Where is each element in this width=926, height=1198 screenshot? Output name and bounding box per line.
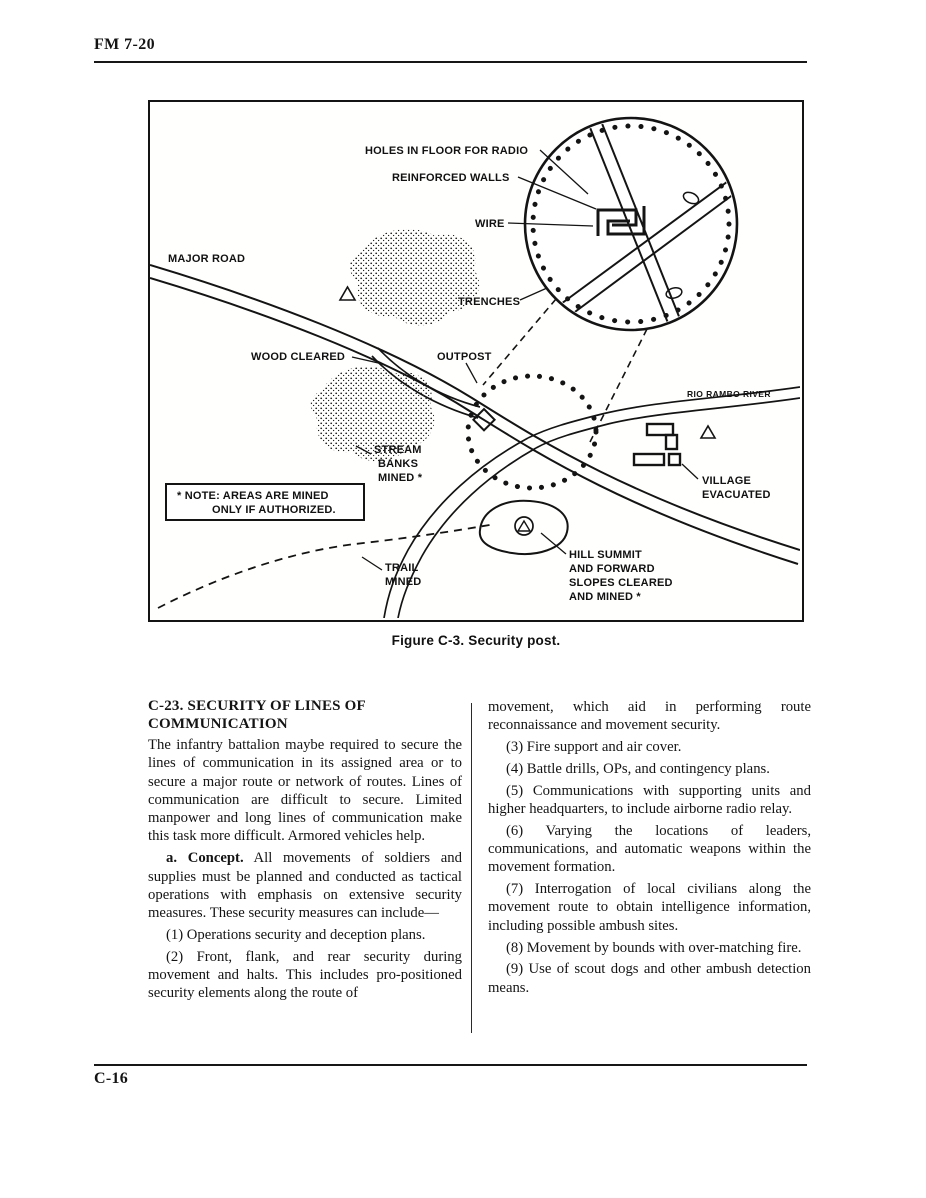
outpost-detail-circle: [525, 116, 742, 330]
label-trail-1: TRAIL: [385, 562, 419, 574]
label-holes-in-floor: HOLES IN FLOOR FOR RADIO: [365, 145, 529, 157]
intro-paragraph: The infantry battalion maybe required to secure the lines of communication in its assigned area or to secure a major route or network of routes. Lines of communication are difficult to secure. Limited manpower and long lines of communication make this task more difficult. Armored vehicles help.: [148, 737, 462, 845]
label-hill-4: AND MINED *: [569, 591, 641, 603]
concept-rest: All movements of soldiers and supplies must be planned and conducted as tactical operations with emphasis on extensive security measures. These security measures can include—: [148, 850, 462, 922]
concept-paragraph: [148, 849, 462, 922]
figure-caption: Figure C-3. Security post.: [391, 633, 561, 648]
hill-triangle-icon: [340, 287, 355, 300]
label-hill-3: SLOPES CLEARED: [569, 577, 673, 589]
list-item-1: (1) Operations security and deception plans.: [166, 926, 426, 943]
section-heading: C-23. SECURITY OF LINES OF COMMUNICATION: [148, 698, 366, 732]
label-outpost: OUTPOST: [437, 351, 492, 363]
label-trenches: TRENCHES: [458, 296, 521, 308]
list-item-8: (8) Movement by bounds with over-matching fire.: [506, 939, 802, 956]
column-divider: [471, 703, 472, 1033]
list-item-7: (7) Interrogation of local civilians along the movement route to obtain intelligence information, including possible ambush sites.: [488, 881, 811, 934]
list-item-5: (5) Communications with supporting units and higher headquarters, to include airborne radio relay.: [488, 782, 811, 817]
list-item-9: (9) Use of scout dogs and other ambush detection means.: [488, 961, 811, 996]
list-item-3: (3) Fire support and air cover.: [506, 739, 682, 756]
list-item-4: (4) Battle drills, OPs, and contingency plans.: [506, 760, 770, 777]
article-right-column: [488, 698, 811, 997]
label-hill-2: AND FORWARD: [569, 563, 655, 575]
figure-c3-security-post: [148, 100, 804, 622]
label-hill-1: HILL SUMMIT: [569, 549, 642, 561]
concept-lead: a. Concept.: [166, 850, 244, 867]
label-stream-3: MINED *: [378, 472, 423, 484]
village-symbols: [634, 424, 715, 465]
label-wire: WIRE: [475, 218, 505, 230]
hill-summit-symbol: [480, 501, 568, 554]
woods-cluster-north: [350, 229, 479, 325]
manual-number: FM 7-20: [94, 36, 156, 53]
label-trail-2: MINED: [385, 576, 422, 588]
header-rule: [94, 61, 807, 63]
label-rio-rambo-river: RIO RAMBO RIVER: [687, 389, 771, 399]
label-note-line-1: * NOTE: AREAS ARE MINED: [177, 490, 329, 502]
label-stream-2: BANKS: [378, 458, 419, 470]
continued-paragraph: movement, which aid in performing route reconnaissance and movement security.: [488, 699, 811, 734]
list-item-6: (6) Varying the locations of leaders, communications, and automatic weapons within the movement formation.: [488, 822, 811, 876]
page-number: C-16: [94, 1070, 129, 1087]
trail-dashed: [158, 524, 495, 608]
footer-rule: [94, 1064, 807, 1066]
list-item-2: (2) Front, flank, and rear security during movement and halts. This includes pro-positioned security elements along the route of: [148, 948, 462, 1002]
label-stream-1: STREAM: [374, 444, 422, 456]
label-village-1: VILLAGE: [702, 475, 752, 487]
label-major-road: MAJOR ROAD: [168, 253, 246, 265]
label-village-2: EVACUATED: [702, 489, 771, 501]
label-reinforced-walls: REINFORCED WALLS: [392, 172, 510, 184]
label-wood-cleared: WOOD CLEARED: [251, 351, 346, 363]
security-post-map: [150, 102, 800, 618]
article-left-column: [148, 698, 462, 1003]
label-note-line-2: ONLY IF AUTHORIZED.: [212, 504, 336, 516]
